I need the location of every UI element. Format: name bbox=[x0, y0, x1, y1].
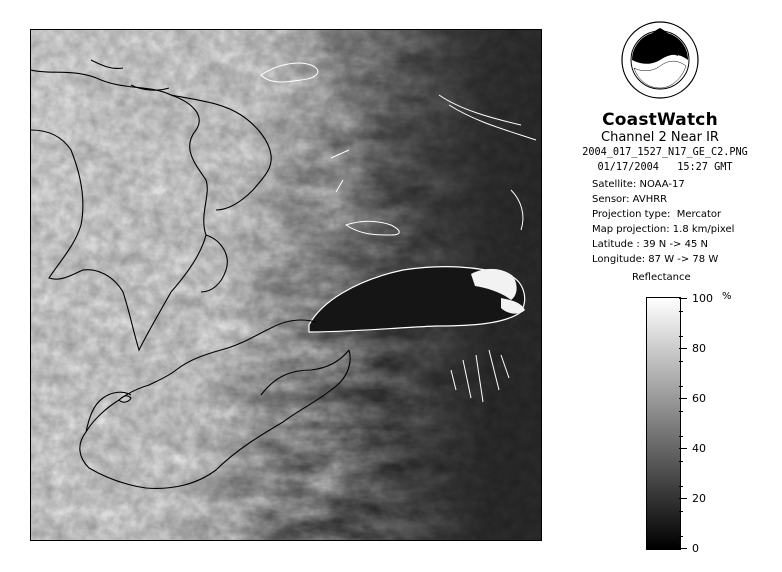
colorbar-minor-tick bbox=[679, 386, 683, 387]
colorbar-minor-tick bbox=[679, 511, 683, 512]
colorbar-minor-tick bbox=[679, 536, 683, 537]
noaa-seal-icon bbox=[620, 18, 700, 110]
colorbar-major-tick bbox=[679, 548, 687, 549]
channel-label: Channel 2 Near IR bbox=[601, 130, 719, 145]
datetime-label: 01/17/2004 15:27 GMT bbox=[597, 162, 733, 173]
colorbar-tick-label: 80 bbox=[692, 342, 706, 355]
product-title: CoastWatch bbox=[602, 110, 718, 130]
map-projection-label: Map projection: 1.8 km/pixel bbox=[592, 224, 735, 235]
colorbar-tick-label: 100 bbox=[692, 292, 713, 305]
colorbar-minor-tick bbox=[679, 436, 683, 437]
projection-type-label: Projection type: Mercator bbox=[592, 209, 722, 220]
colorbar-tick-label: 0 bbox=[692, 542, 699, 555]
colorbar-minor-tick bbox=[679, 336, 683, 337]
sensor-label: Sensor: AVHRR bbox=[592, 194, 668, 205]
legend-title: Reflectance bbox=[632, 272, 691, 283]
colorbar-major-tick bbox=[679, 348, 687, 349]
colorbar-minor-tick bbox=[679, 311, 683, 312]
noaa-logo bbox=[620, 18, 700, 110]
colorbar bbox=[646, 297, 681, 550]
colorbar-major-tick bbox=[679, 298, 687, 299]
filename-label: 2004_017_1527_N17_GE_C2.PNG bbox=[582, 147, 748, 158]
satellite-imagery-svg bbox=[31, 30, 541, 540]
colorbar-major-tick bbox=[679, 498, 687, 499]
legend-unit: % bbox=[722, 291, 732, 302]
longitude-label: Longitude: 87 W -> 78 W bbox=[592, 254, 719, 265]
satellite-map bbox=[30, 29, 542, 541]
colorbar-major-tick bbox=[679, 448, 687, 449]
latitude-label: Latitude : 39 N -> 45 N bbox=[592, 239, 708, 250]
satellite-label: Satellite: NOAA-17 bbox=[592, 179, 685, 190]
colorbar-tick-label: 20 bbox=[692, 492, 706, 505]
colorbar-tick-label: 60 bbox=[692, 392, 706, 405]
colorbar-minor-tick bbox=[679, 361, 683, 362]
colorbar-minor-tick bbox=[679, 486, 683, 487]
colorbar-tick-label: 40 bbox=[692, 442, 706, 455]
colorbar-minor-tick bbox=[679, 411, 683, 412]
colorbar-minor-tick bbox=[679, 461, 683, 462]
colorbar-major-tick bbox=[679, 398, 687, 399]
